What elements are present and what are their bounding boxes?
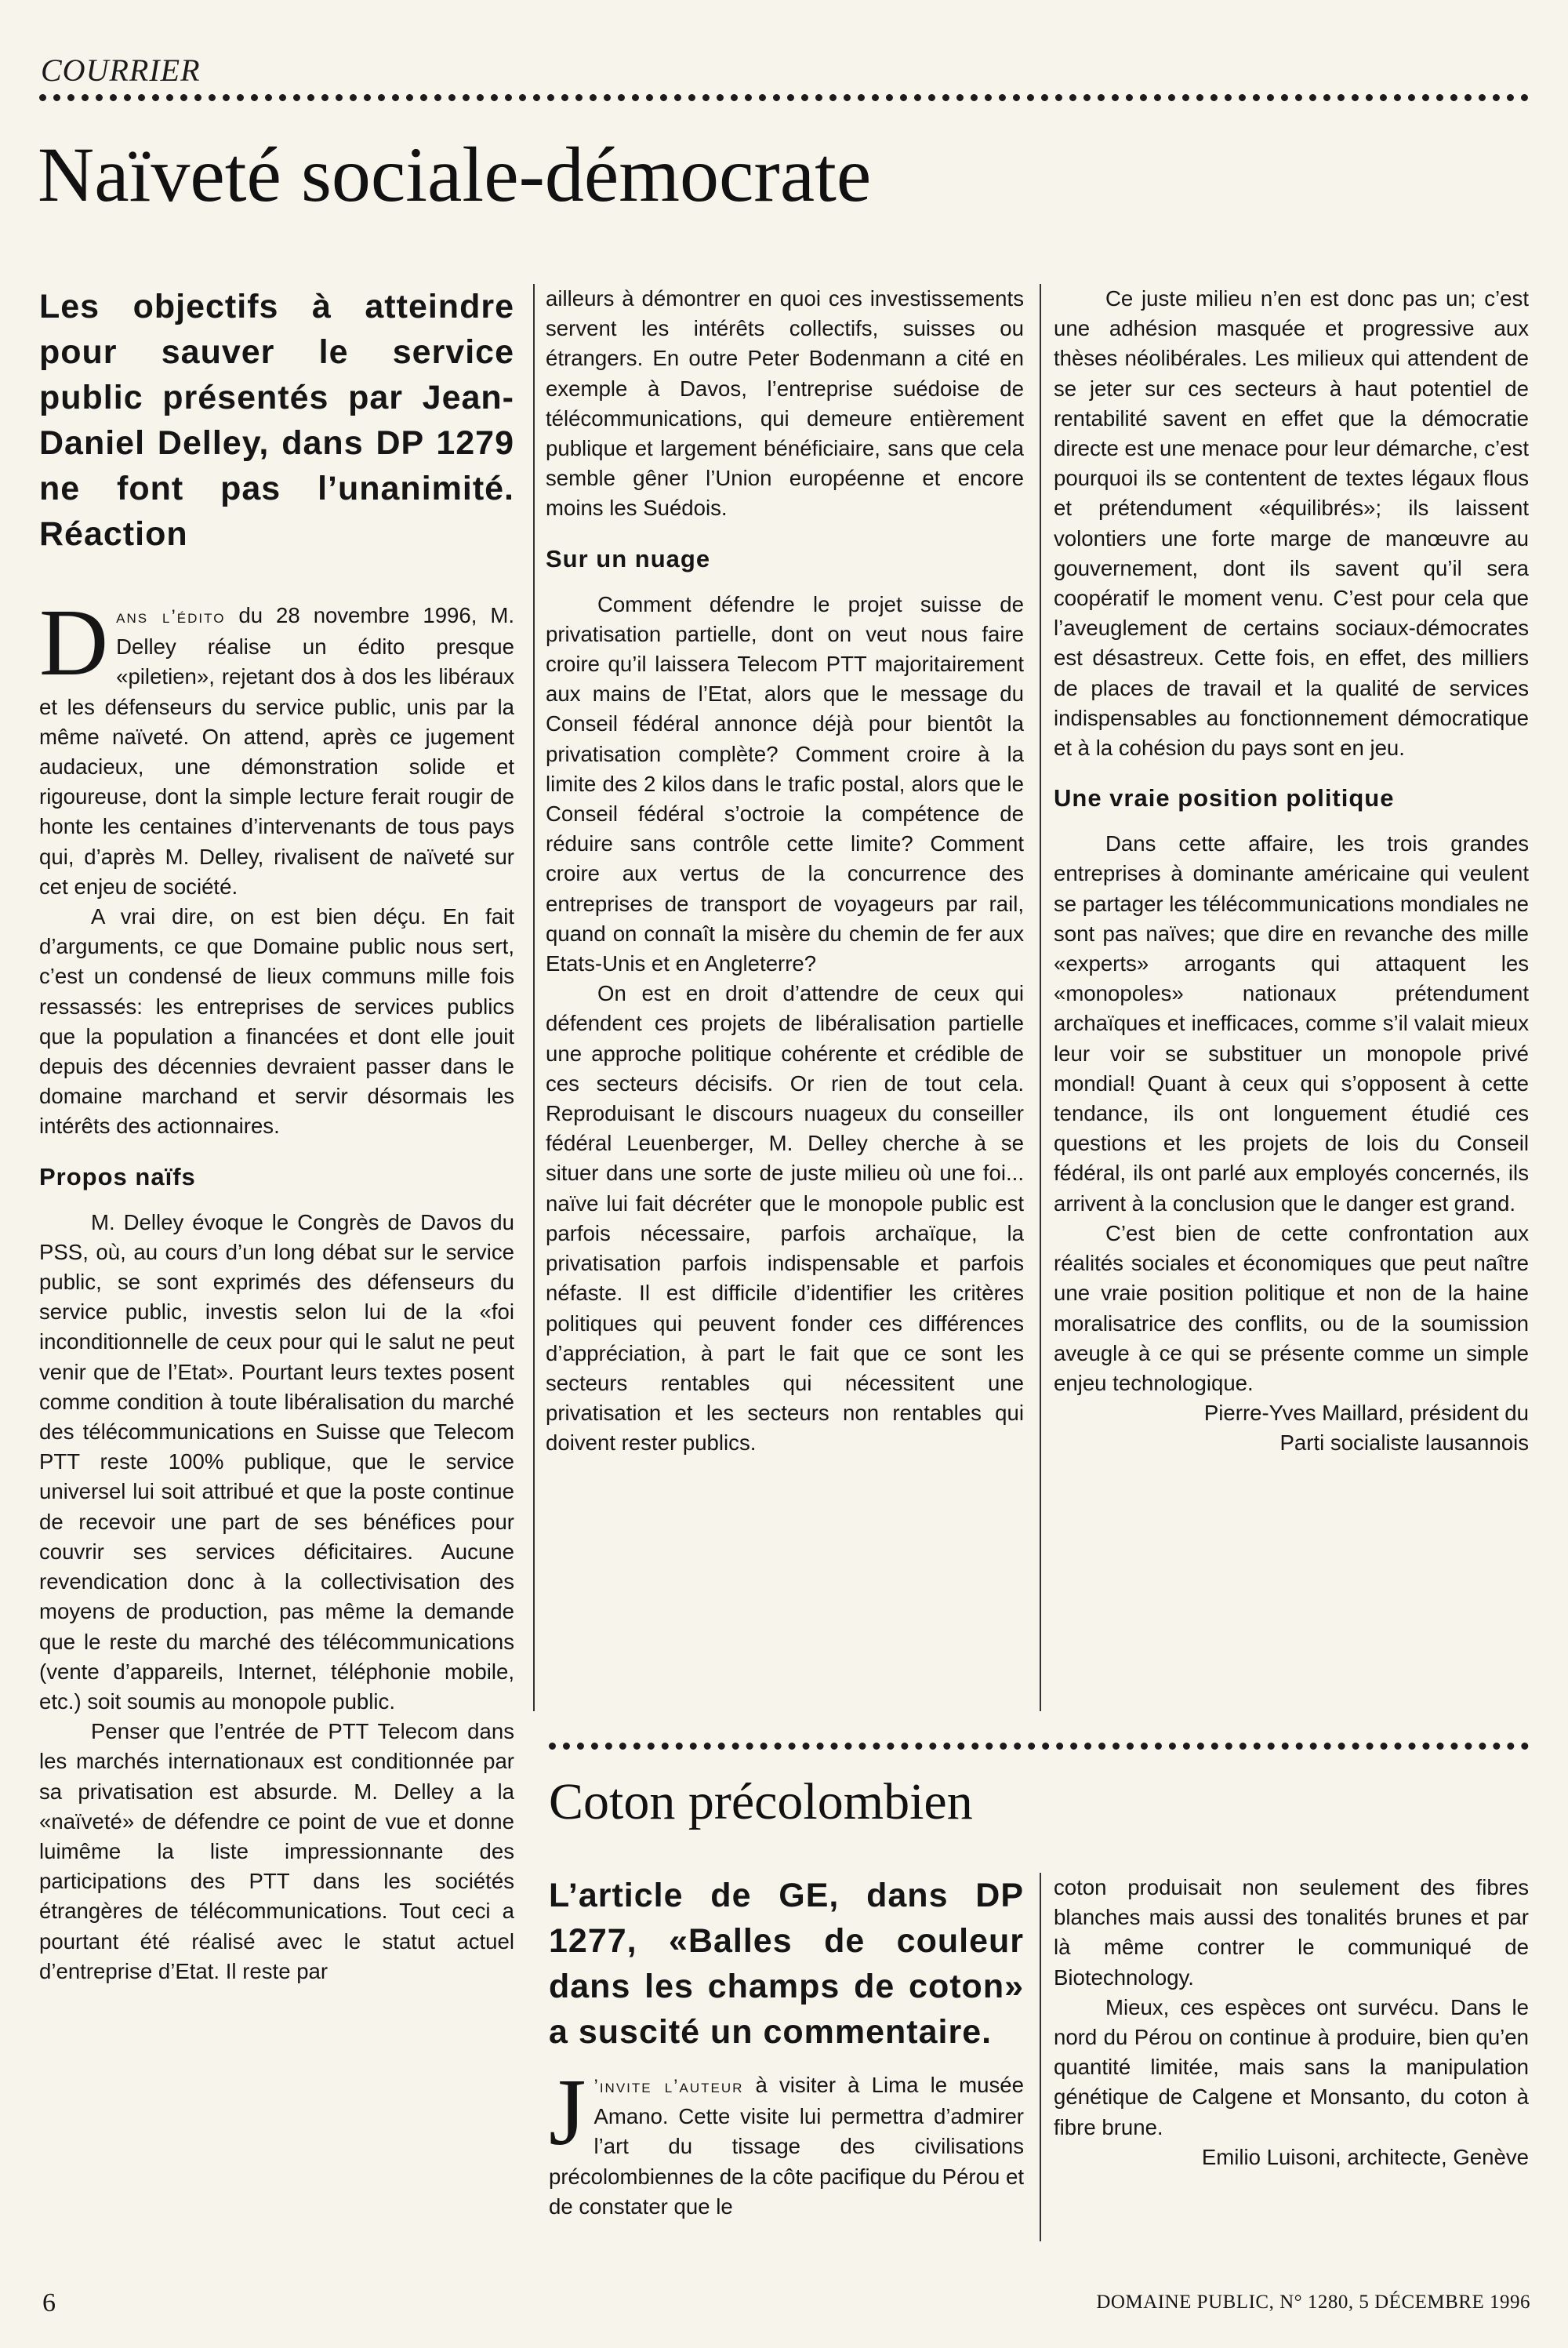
article1-paragraph-3: M. Delley évoque le Congrès de Davos du PSS, où, au cours d’un long débat sur le service public, se sont exprimés des défenseurs du service public, investis selon lui de la «foi inconditionnelle de ceux pour qui le salut ne peut venir que de l’Etat». Pourtant leurs textes posent comme condition à toute libéralisation du marché des télécommunications en Suisse que Telecom PTT reste 100% publique, que le service universel lui soit attribué et que la poste continue de recevoir une part de ses bénéfices pour couvrir ses services déficitaires. Aucune revendication donc à la collectivisation des moyens de production, pas même la demande que le reste du marché des télécommunications (vente d’appareils, Internet, téléphonie mobile, etc.) soit soumis au monopole public.: [39, 1209, 514, 1714]
article2-dropcap: J: [549, 2059, 586, 2165]
section-rubric: COURRIER: [41, 53, 201, 88]
article1-paragraph-8: Ce juste milieu n’en est donc pas un; c’est une adhésion masquée et progressive aux thèses néolibérales. Les milieux qui attendent de se jeter sur ces secteurs à haut potentiel de rentabilité savent en effet que la démocratie directe est une menace pour leur démarche, c’est pourquoi ils se contentent de textes légaux flous et prétendument «équilibrés»; ils laissent volontiers une forte marge de manœuvre au gouvernement, dont ils savent qu’il sera coopératif le moment venu. C’est pour cela que l’aveuglement de certains sociaux-démocrates est désastreux. Cette fois, en effet, des milliers de places de travail et la qualité de services indispensables au fonctionnement démocratique et à la cohésion du pays sont en jeu.: [1054, 286, 1529, 761]
article2-paragraph-2: coton produisait non seulement des fibres blanches mais aussi des tonalités brunes et par là même contrer le communiqué de Biotechnology.: [1054, 1875, 1529, 1990]
article1-column-1: [39, 284, 514, 1986]
column-rule-1: [533, 284, 535, 1711]
article1-paragraph-5: ailleurs à démontrer en quoi ces investissements servent les intérêts collectifs, suisses ou étrangers. En outre Peter Bodenmann a cité en exemple à Davos, l’entreprise suédoise de télécommunications, qui demeure entièrement publique et largement bénéficiaire, sans que cela semble gêner l’Union européenne et encore moins les Suédois.: [546, 286, 1024, 521]
article1-intro-smallcaps: ans l’édito: [116, 606, 226, 627]
article1-dropcap: D: [39, 590, 109, 696]
article2-lead: L’article de GE, dans DP 1277, «Balles de couleur dans les champs de coton» a suscité un commentaire.: [549, 1877, 1024, 2051]
article2-paragraph-1: [549, 2059, 1024, 2222]
article2-intro-smallcaps: ’invite l’auteur: [593, 2076, 744, 2097]
article2-paragraph-3: Mieux, ces espèces ont survécu. Dans le nord du Pérou on continue à produire, bien qu’en quantité limitée, mais sans la manipulation génétique de Calgene et Monsanto, du coton à fibre brune.: [1054, 1994, 1529, 2139]
article1-paragraph-7: On est en droit d’attendre de ceux qui défendent ces projets de libéralisation partielle une approche politique cohérente et crédible de ces secteurs décisifs. Or rien de tout cela. Reproduisant le discours nuageux du conseiller fédéral Leuenberger, M. Delley cherche à se situer dans une sorte de juste milieu où une foi... naïve lui fait décréter que le monopole public est parfois nécessaire, parfois archaïque, la privatisation parfois indispensable et parfois néfaste. Il est difficile d’identifier les critères politiques qui peuvent fonder ces différences d’appréciation, à part le fait que ce sont les secteurs rentables qui nécessitent une privatisation et les secteurs non rentables qui doivent rester publics.: [546, 981, 1024, 1456]
article2-title: Coton précolombien: [549, 1773, 973, 1830]
article2-signature: Emilio Luisoni, architecte, Genève: [1201, 2144, 1529, 2169]
article2-column-1: [549, 1873, 1024, 2222]
article1-signature-line-2: Parti socialiste lausannois: [1279, 1430, 1529, 1456]
article2-paragraph-1-text: à visiter à Lima le musée Amano. Cette visite lui permettra d’admirer l’art du tissage des civilisations précolombiennes de la côte pacifique du Pérou et de constater que le: [549, 2073, 1024, 2219]
article1-paragraph-9: Dans cette affaire, les trois grandes entreprises à dominante américaine qui veulent se partager les télécommunications mondiales ne sont pas naïves; que dire en revanche des mille «experts» arrogants qui attaquent les «monopoles» nationaux prétendument archaïques et inefficaces, comme s’il valait mieux leur voir se substituer un monopole privé mondial! Quant à ceux qui s’opposent à cette tendance, ils ont longuement étudié ces questions et les projets de lois du Conseil fédéral, ils ont parlé aux employés concernés, ils arrivent à la conclusion que le danger est grand.: [1054, 831, 1529, 1216]
publication-line: DOMAINE PUBLIC, N° 1280, 5 DÉCEMBRE 1996: [1096, 2292, 1530, 2313]
article1-paragraph-2: A vrai dire, on est bien déçu. En fait d’arguments, ce que Domaine public nous sert, c’est un condensé de lieux communs mille fois ressassés: les entreprises de services publics que la population a financées et dont elle jouit depuis des décennies devraient passer dans le domaine marchand et servir désormais les intérêts des actionnaires.: [39, 904, 514, 1139]
article1-paragraph-4: Penser que l’entrée de PTT Telecom dans les marchés internationaux est conditionnée par sa privatisation est absurde. M. Delley a la «naïveté» de défendre ce point de vue et donne luimême la liste impressionnante des participations des PTT dans les sociétés étrangères de télécommunications. Tout ceci a pourtant été réalisé avec le statut actuel d’entreprise d’Etat. Il reste par: [39, 1719, 514, 1983]
article1-subhead-1: Propos naïfs: [39, 1162, 196, 1190]
article1-paragraph-1: [39, 590, 514, 902]
article1-paragraph-1-text: du 28 novembre 1996, M. Delley réalise un édito presque «piletien», rejetant dos à dos les libéraux et les défenseurs du service public, unis par la même naïveté. On attend, après ce jugement audacieux, une démonstration solide et rigoureuse, dont la simple lecture ferait rougir de honte les centaines d’intervenants de tous pays qui, d’après M. Delley, rivalisent de naïveté sur cet enjeu de société.: [39, 603, 514, 899]
article1-lead: Les objectifs à atteindre pour sauver le service public présentés par Jean-Daniel Delley, dans DP 1279 ne font pas l’unanimité. Réaction: [39, 288, 514, 553]
column-rule-2: [1040, 284, 1041, 1711]
article1-paragraph-10: C’est bien de cette confrontation aux réalités sociales et économiques que peut naître une vraie position politique et non de la haine moralisatrice des conflits, ou de la soumission aveugle à ce qui se présente comme un simple enjeu technologique.: [1054, 1220, 1529, 1395]
article1-column-2: [546, 284, 1024, 1459]
article1-signature-line-1: Pierre-Yves Maillard, président du: [1203, 1401, 1529, 1426]
article1-subhead-3: Une vraie position politique: [1054, 784, 1395, 812]
article1-column-3: [1054, 284, 1529, 1459]
top-dotted-rule: [39, 94, 1529, 101]
article2-column-2: [1054, 1873, 1529, 2172]
column-rule-3: [1040, 1873, 1041, 2241]
page-number: 6: [42, 2288, 56, 2317]
mid-dotted-rule: [549, 1743, 1529, 1750]
article1-paragraph-6: Comment défendre le projet suisse de privatisation partielle, dont on veut nous faire croire qu’il laissera Telecom PTT majoritairement aux mains de l’Etat, alors que le message du Conseil fédéral annonce déjà pour bientôt la privatisation complète? Comment croire à la limite des 2 kilos dans le trafic postal, alors que le Conseil fédéral s’octroie la compétence de réduire sans contrôle cette limite? Comment croire aux vertus de la concurrence des entreprises de transport de voyageurs par rail, quand on connaît la misère du chemin de fer aux Etats-Unis et en Angleterre?: [546, 591, 1024, 976]
article-title: Naïveté sociale-démocrate: [38, 131, 872, 218]
article1-subhead-2: Sur un nuage: [546, 544, 711, 572]
